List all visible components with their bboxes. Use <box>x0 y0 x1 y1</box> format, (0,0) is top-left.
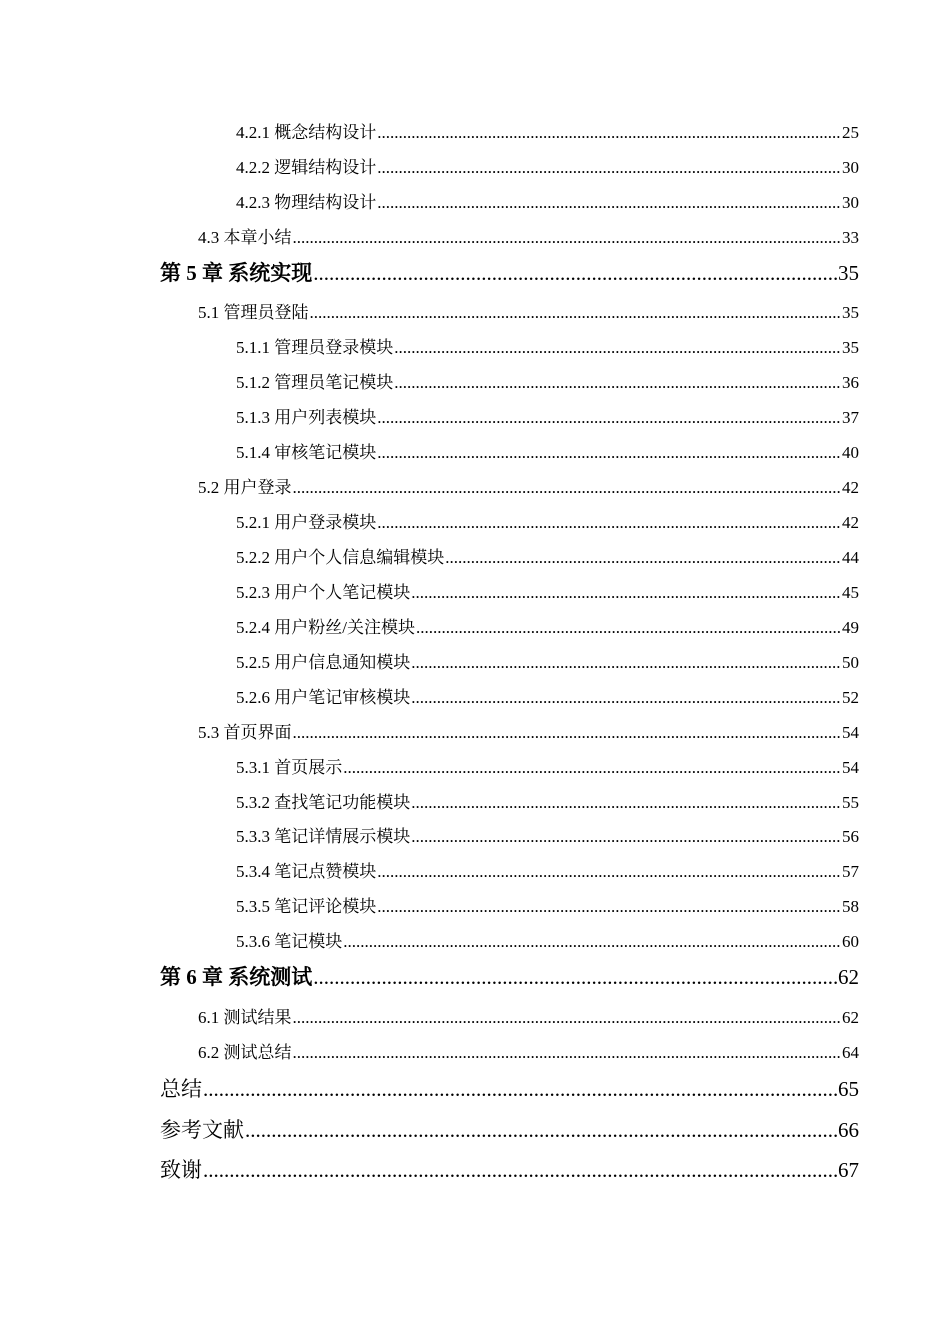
toc-entry-page: 62 <box>838 965 859 989</box>
dot-leader <box>411 653 841 673</box>
toc-entry-page: 58 <box>842 897 859 916</box>
toc-entry-page: 55 <box>842 793 859 812</box>
toc-entry-title: 5.2.1 用户登录模块 <box>236 513 377 532</box>
dot-leader <box>394 373 841 393</box>
toc-entry-title: 5.3.5 笔记评论模块 <box>236 897 377 916</box>
toc-entry[interactable] <box>0 118 950 143</box>
dot-leader <box>293 1008 842 1028</box>
dot-leader <box>293 228 842 248</box>
dot-leader <box>411 583 841 603</box>
dot-leader <box>313 261 837 286</box>
toc-entry-title: 5.1.3 用户列表模块 <box>236 408 377 427</box>
toc-entry-page: 62 <box>842 1008 859 1027</box>
toc-entry[interactable] <box>0 188 950 213</box>
toc-entry-page: 60 <box>842 932 859 951</box>
toc-entry-title: 5.1.1 管理员登录模块 <box>236 338 394 357</box>
toc-entry-title: 第 6 章 系统测试 <box>160 965 313 989</box>
toc-section-references[interactable] <box>0 1114 950 1144</box>
toc-entry-page: 42 <box>842 478 859 497</box>
toc-entry-title: 总结 <box>160 1077 202 1101</box>
toc-entry[interactable] <box>0 683 950 708</box>
toc-entry-page: 30 <box>842 193 859 212</box>
toc-entry-title: 5.1.4 审核笔记模块 <box>236 443 377 462</box>
toc-entry[interactable] <box>0 857 950 882</box>
toc-entry-page: 45 <box>842 583 859 602</box>
toc-entry-page: 35 <box>842 338 859 357</box>
toc-entry-title: 5.2.5 用户信息通知模块 <box>236 653 411 672</box>
toc-entry-page: 35 <box>838 261 859 285</box>
toc-entry[interactable] <box>0 648 950 673</box>
toc-entry-title: 5.3.6 笔记模块 <box>236 932 343 951</box>
toc-chapter[interactable] <box>0 257 950 287</box>
toc-entry-page: 54 <box>842 758 859 777</box>
dot-leader <box>343 758 841 778</box>
toc-entry-title: 5.2 用户登录 <box>198 478 292 497</box>
toc-entry[interactable] <box>0 892 950 917</box>
dot-leader <box>377 443 841 463</box>
dot-leader <box>377 193 841 213</box>
toc-entry-title: 4.2.3 物理结构设计 <box>236 193 377 212</box>
dot-leader <box>293 1043 842 1063</box>
toc-entry[interactable] <box>0 153 950 178</box>
dot-leader <box>293 723 842 743</box>
toc-entry-title: 4.3 本章小结 <box>198 228 292 247</box>
toc-entry[interactable] <box>0 613 950 638</box>
toc-entry-title: 5.1.2 管理员笔记模块 <box>236 373 394 392</box>
toc-entry-page: 40 <box>842 443 859 462</box>
toc-entry[interactable] <box>0 438 950 463</box>
toc-entry-page: 44 <box>842 548 859 567</box>
toc-entry-page: 36 <box>842 373 859 392</box>
toc-entry-page: 42 <box>842 513 859 532</box>
dot-leader <box>377 862 841 882</box>
toc-entry[interactable] <box>0 333 950 358</box>
toc-entry-title: 5.2.3 用户个人笔记模块 <box>236 583 411 602</box>
toc-entry[interactable] <box>0 543 950 568</box>
toc-entry-title: 4.2.2 逻辑结构设计 <box>236 158 377 177</box>
toc-entry[interactable] <box>0 578 950 603</box>
toc-entry[interactable] <box>0 473 950 498</box>
dot-leader <box>411 827 841 847</box>
dot-leader <box>377 158 841 178</box>
dot-leader <box>377 513 841 533</box>
toc-entry-title: 参考文献 <box>160 1118 244 1142</box>
toc-entry-title: 5.3.1 首页展示 <box>236 758 343 777</box>
toc-entry-page: 65 <box>838 1077 859 1101</box>
toc-entry-page: 64 <box>842 1043 859 1062</box>
toc-chapter[interactable] <box>0 961 950 991</box>
toc-entry-page: 66 <box>838 1118 859 1142</box>
toc-entry[interactable] <box>0 223 950 248</box>
toc-entry-page: 52 <box>842 688 859 707</box>
toc-entry-title: 5.2.6 用户笔记审核模块 <box>236 688 411 707</box>
toc-entry[interactable] <box>0 1003 950 1028</box>
toc-entry[interactable] <box>0 403 950 428</box>
toc-entry-page: 33 <box>842 228 859 247</box>
dot-leader <box>377 408 841 428</box>
dot-leader <box>445 548 841 568</box>
toc-entry[interactable] <box>0 508 950 533</box>
dot-leader <box>411 688 841 708</box>
dot-leader <box>343 932 841 952</box>
toc-entry-page: 30 <box>842 158 859 177</box>
toc-entry-page: 56 <box>842 827 859 846</box>
toc-entry-title: 6.1 测试结果 <box>198 1008 292 1027</box>
dot-leader <box>313 965 837 990</box>
toc-entry[interactable] <box>0 718 950 743</box>
dot-leader <box>293 478 842 498</box>
toc-entry-title: 5.2.4 用户粉丝/关注模块 <box>236 618 415 637</box>
dot-leader <box>394 338 841 358</box>
toc-entry-title: 5.2.2 用户个人信息编辑模块 <box>236 548 445 567</box>
toc-entry[interactable] <box>0 1038 950 1063</box>
dot-leader <box>377 897 841 917</box>
toc-entry-title: 第 5 章 系统实现 <box>160 261 313 285</box>
toc-entry-page: 49 <box>842 618 859 637</box>
toc-entry[interactable] <box>0 368 950 393</box>
toc-entry[interactable] <box>0 822 950 847</box>
dot-leader <box>310 303 842 323</box>
dot-leader <box>416 618 841 638</box>
toc-entry-page: 37 <box>842 408 859 427</box>
toc-entry-page: 57 <box>842 862 859 881</box>
toc-entry-title: 致谢 <box>160 1158 202 1182</box>
toc-entry-page: 54 <box>842 723 859 742</box>
toc-entry-page: 67 <box>838 1158 859 1182</box>
toc-entry-page: 50 <box>842 653 859 672</box>
toc-entry-title: 5.3.3 笔记详情展示模块 <box>236 827 411 846</box>
toc-entry-title: 5.3.2 查找笔记功能模块 <box>236 793 411 812</box>
dot-leader <box>245 1118 837 1143</box>
dot-leader <box>203 1077 837 1102</box>
toc-entry-page: 35 <box>842 303 859 322</box>
toc-entry-page: 25 <box>842 123 859 142</box>
dot-leader <box>411 793 841 813</box>
toc-entry-title: 6.2 测试总结 <box>198 1043 292 1062</box>
toc-entry[interactable] <box>0 788 950 813</box>
toc-section-summary[interactable] <box>0 1073 950 1103</box>
toc-section-acknowledgements[interactable] <box>0 1154 950 1184</box>
dot-leader <box>377 123 841 143</box>
toc-entry[interactable] <box>0 927 950 952</box>
toc-entry[interactable] <box>0 753 950 778</box>
toc-entry-title: 5.3.4 笔记点赞模块 <box>236 862 377 881</box>
toc-entry-title: 4.2.1 概念结构设计 <box>236 123 377 142</box>
toc-entry-title: 5.3 首页界面 <box>198 723 292 742</box>
dot-leader <box>203 1158 837 1183</box>
toc-entry[interactable] <box>0 298 950 323</box>
toc-entry-title: 5.1 管理员登陆 <box>198 303 309 322</box>
